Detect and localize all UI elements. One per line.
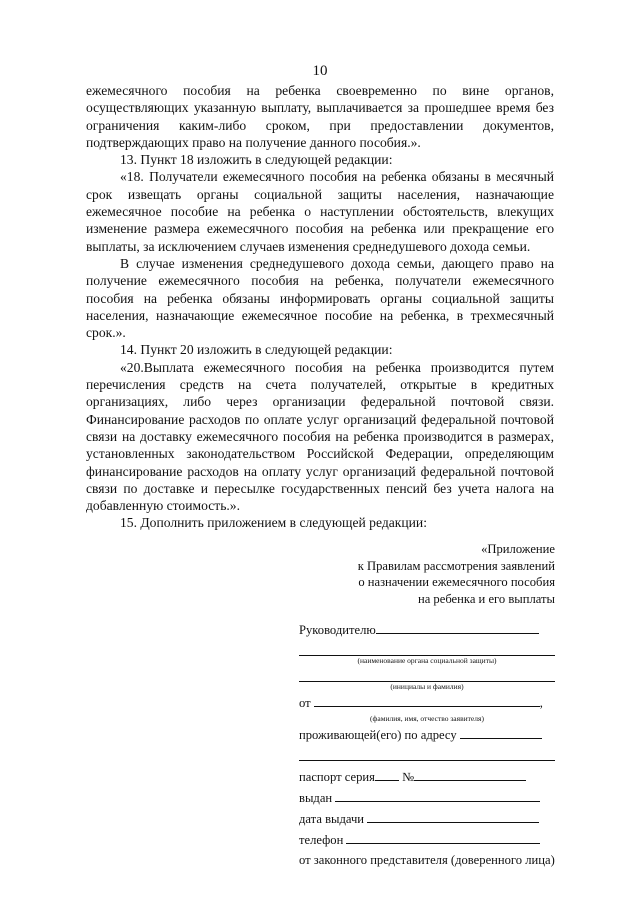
caption-applicant: (фамилия, имя, отчество заявителя) [370, 714, 484, 723]
address-label: проживающей(его) по адресу [299, 728, 457, 742]
initials-field-line [299, 667, 555, 682]
passport-row [299, 767, 555, 788]
application-form [299, 620, 555, 868]
paragraph-clause-18-cont: В случае изменения среднедушевого дохода семьи, дающего право на получение ежемесячного пособия на ребенка, получатели ежемесячного пособия на ребенка обязаны информировать органы социальной защиты населения, назначающие ежемесячное пособие на ребенка, в трехмесячный срок.». [86, 255, 554, 341]
address-row [299, 725, 555, 746]
phone-label: телефон [299, 833, 344, 847]
paragraph-item-15: 15. Дополнить приложением в следующей редакции: [120, 515, 427, 531]
from-field-line [314, 693, 540, 707]
appendix-line: к Правилам рассмотрения заявлений [357, 558, 555, 573]
number-label: № [402, 770, 415, 784]
phone-row [299, 830, 555, 851]
from-label: от [299, 696, 311, 710]
phone-field-line [346, 830, 540, 844]
paragraph-continuation: ежемесячного пособия на ребенка своевременно по вине органов, осуществляющих указанную выплату, выплачивается за прошедшее время без ограничения каким-либо сроком, при предоставлении документов, подтверждающих право на получение данного пособия.». [86, 83, 554, 150]
address-field-line [460, 725, 542, 739]
appendix-header [295, 541, 555, 607]
head-label: Руководителю [299, 623, 376, 637]
from-row [299, 693, 555, 714]
representative-label: от законного представителя (доверенного лица) [299, 853, 555, 867]
date-row [299, 809, 555, 830]
paragraph-item-14: 14. Пункт 20 изложить в следующей редакции: [120, 342, 393, 358]
passport-series-line [375, 767, 399, 781]
paragraph-clause-18: «18. Получатели ежемесячного пособия на ребенка обязаны в месячный срок извещать органы социальной защиты населения, назначающие ежемесячное пособие на ребенка о наступлении обстоятельств, влекущих изменение размера ежемесячного пособия на ребенка или прекращение его выплаты, за исключением случаев изменения среднедушевого дохода семьи. [86, 169, 554, 254]
document-body [86, 82, 554, 532]
caption-organ: (наименование органа социальной защиты) [357, 656, 497, 665]
head-field-line [376, 620, 539, 634]
issued-field-line [335, 788, 540, 802]
organ-field-line [299, 641, 555, 656]
from-comma: , [539, 696, 543, 710]
appendix-line: «Приложение [481, 542, 555, 556]
page-number: 10 [312, 63, 328, 79]
head-row [299, 620, 555, 641]
passport-label: паспорт серия [299, 770, 375, 784]
paragraph-item-13: 13. Пункт 18 изложить в следующей редакции: [120, 152, 393, 168]
issued-row [299, 788, 555, 809]
issued-label: выдан [299, 791, 333, 805]
date-field-line [367, 809, 539, 823]
appendix-line: о назначении ежемесячного пособия [358, 575, 555, 589]
caption-initials: (инициалы и фамилия) [390, 682, 464, 691]
address-extra-line [299, 746, 555, 761]
date-label: дата выдачи [299, 812, 365, 826]
passport-number-line [414, 767, 526, 781]
appendix-line: на ребенка и его выплаты [417, 591, 555, 606]
paragraph-clause-20: «20.Выплата ежемесячного пособия на ребенка производится путем перечисления средств на счета получателей, открытые в кредитных организациях, либо через организации федеральной почтовой связи. Финансирование расходов по оплате услуг организаций федеральной почтовой связи на доставку ежемесячного пособия на ребенка производится в размерах, установленных законодательством Российской Федерации, определяющим финансирование расходов на оплату услуг организаций федеральной почтовой связи по доставке и пересылке государственных пенсий без учета налога на добавленную стоимость.». [86, 359, 554, 514]
